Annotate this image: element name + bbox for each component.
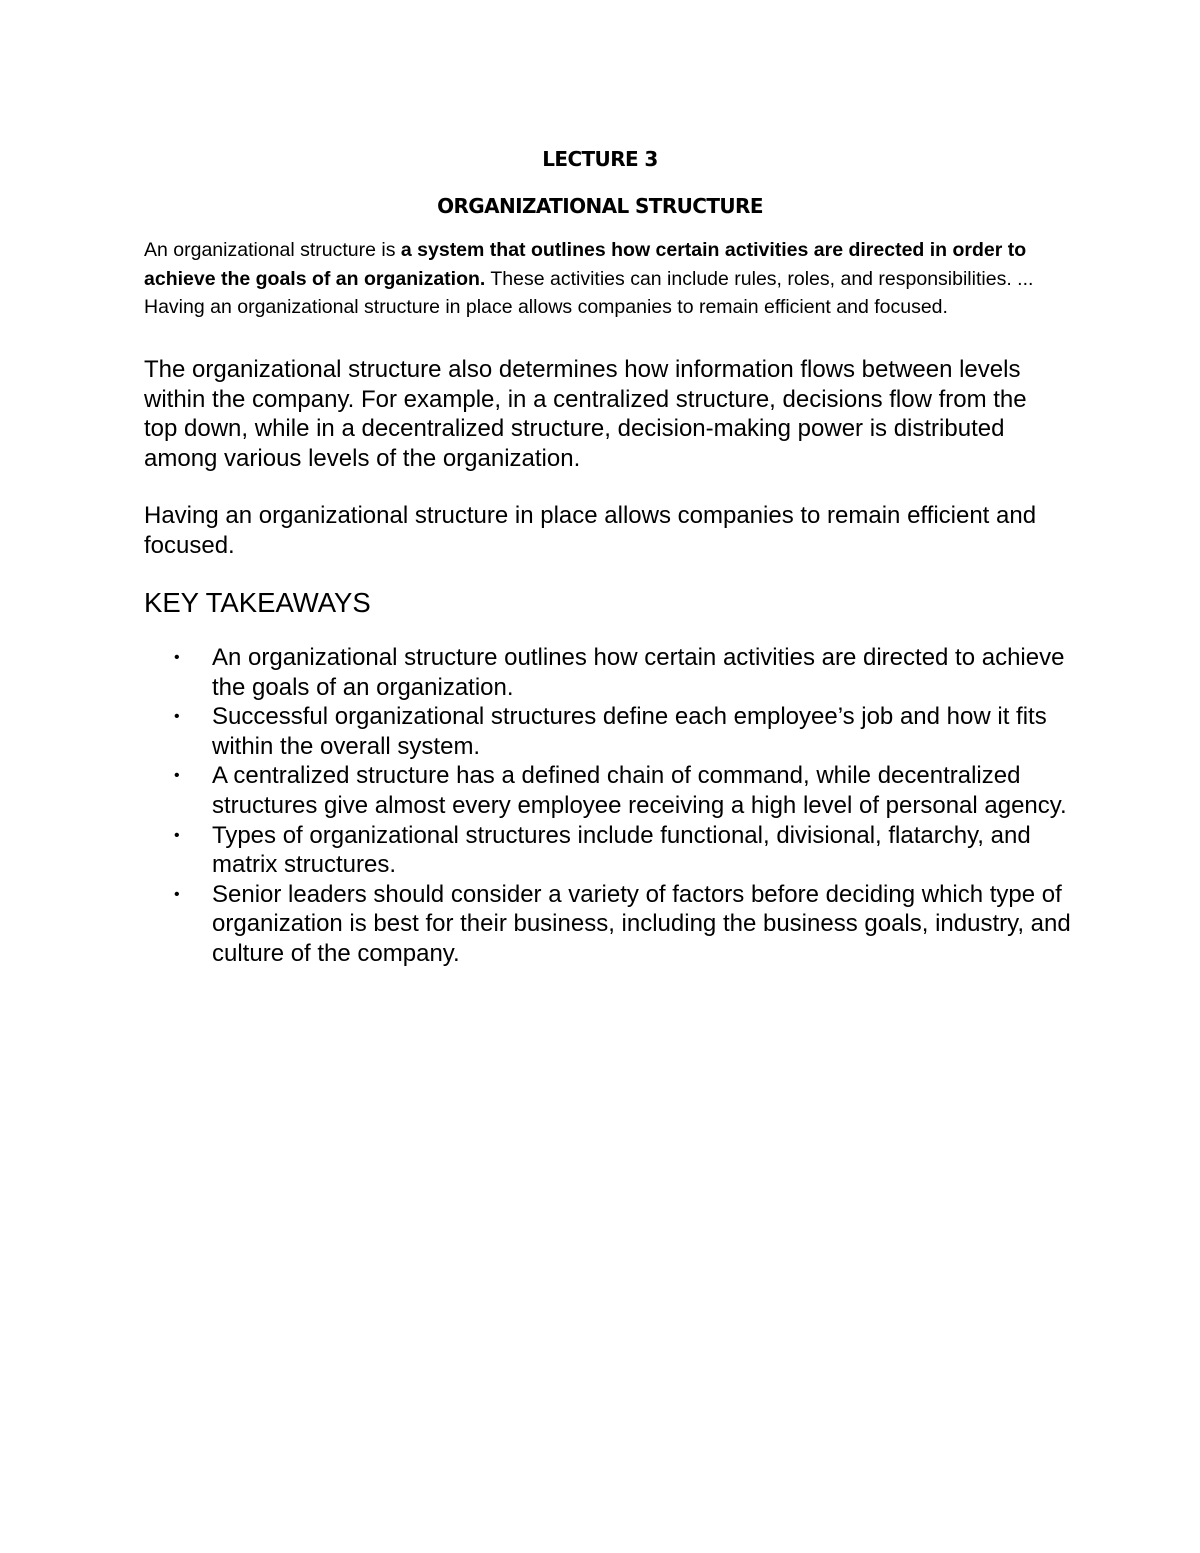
intro-lead-text: An organizational structure is: [144, 239, 401, 261]
section-title: ORGANIZATIONAL STRUCTURE: [437, 194, 763, 218]
intro-bold-definition: a system that outlines how certain activities are directed in order to achieve the goals of an organization.: [144, 239, 1027, 290]
takeaway-text: A centralized structure has a defined chain of command, while decentralized structures give almost every employee receiving a high level of personal agency.: [212, 762, 1067, 819]
list-item: [144, 761, 1074, 820]
bullet-icon: •: [174, 649, 180, 666]
intro-paragraph: [144, 236, 1064, 322]
bullet-icon: •: [174, 885, 180, 903]
takeaway-text: An organizational structure outlines how certain activities are directed to achieve the goals of an organization.: [212, 644, 1065, 701]
takeaway-text: Successful organizational structures define each employee’s job and how it fits within the overall system.: [212, 703, 1047, 760]
bullet-icon: •: [174, 708, 180, 726]
bullet-icon: •: [174, 826, 180, 844]
lecture-title: LECTURE 3: [542, 147, 658, 171]
takeaway-text: Types of organizational structures include functional, divisional, flatarchy, and matrix structures.: [212, 821, 1031, 879]
key-takeaways-heading: KEY TAKEAWAYS: [144, 587, 371, 618]
intro-rest-text: These activities can include rules, roles, and responsibilities. ... Having an organizational structure in place allows companies to remain efficient and focused.: [144, 267, 1034, 318]
body-paragraph-efficiency: Having an organizational structure in place allows companies to remain efficient and focused.: [144, 502, 1037, 559]
list-item: [144, 702, 1074, 761]
list-item: [144, 880, 1074, 969]
takeaway-text: Senior leaders should consider a variety of factors before deciding which type of organization is best for their business, including the business goals, industry, and culture of the company.: [212, 880, 1071, 967]
key-takeaways-list: [144, 643, 1074, 969]
bullet-icon: •: [174, 767, 180, 785]
list-item: [144, 643, 1074, 702]
list-item: [144, 821, 1074, 880]
body-paragraph-information-flow: The organizational structure also determines how information flows between levels within the company. For example, in a centralized structure, decisions flow from the top down, while in a decentralized structure, decision-making power is distributed among various levels of the organization.: [144, 356, 1027, 472]
